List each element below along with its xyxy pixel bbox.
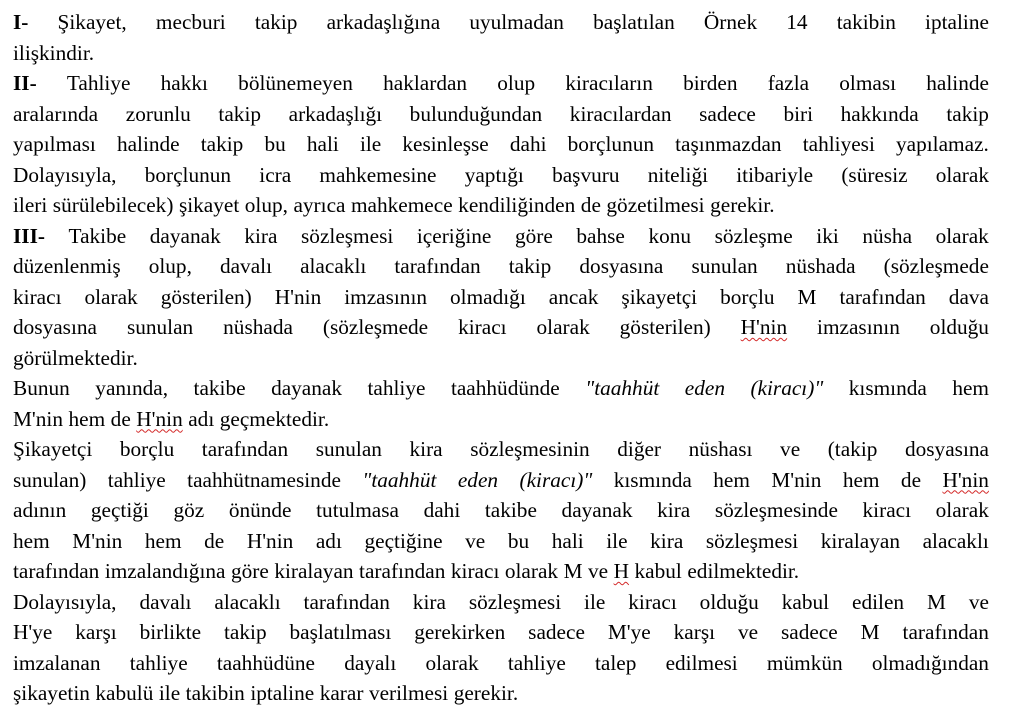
word: (takip [827, 437, 878, 461]
word: sadece [528, 620, 585, 644]
word: taahhüdünde [450, 376, 560, 400]
word: ile [359, 132, 382, 156]
word: şikayet [178, 193, 240, 217]
word: sözleşmesi [301, 223, 394, 248]
word: kiracı [458, 315, 507, 339]
text-line [13, 465, 989, 496]
word: olduğu [929, 315, 989, 339]
word: tahliyesi [802, 132, 875, 156]
word: diğer [617, 437, 662, 461]
word: davalı [139, 589, 192, 614]
word: gösterilen) [619, 315, 711, 339]
word: görülmektedir. [13, 345, 138, 370]
word: uyulmadan [469, 10, 564, 34]
word: olup, [244, 193, 288, 217]
word: M [926, 589, 946, 614]
word: borçlu [119, 437, 175, 461]
word: tahliye [107, 467, 166, 492]
word: geçmektedir. [219, 406, 330, 431]
word: geçtiğine [364, 528, 443, 553]
text-line [13, 312, 989, 343]
word: ve [737, 620, 759, 644]
word: başlatılan [593, 10, 675, 34]
word: ile [606, 528, 628, 553]
word: tarafından [201, 437, 289, 461]
text-line [13, 129, 989, 160]
word: gerekirken [414, 620, 506, 644]
word: olmadığı [450, 284, 526, 309]
word: kabulü [95, 681, 154, 705]
word: kiracı [628, 589, 677, 614]
word: iptaline [250, 681, 315, 705]
word: tarafından [839, 284, 926, 309]
word: tahliye [367, 376, 426, 400]
word: edilmesi [665, 650, 738, 675]
word: ileri [13, 193, 48, 217]
word: hem [144, 528, 182, 553]
section-marker: I- [13, 10, 29, 34]
word: ile [158, 681, 181, 705]
word: yanında, [95, 376, 169, 400]
word: takip [254, 10, 298, 34]
word: kiracı [13, 284, 62, 309]
word: alacaklı [922, 528, 989, 553]
word: dosyasına [904, 437, 989, 461]
word: olması [839, 71, 897, 95]
word: borçlu [720, 284, 775, 309]
word: sözleşme [714, 223, 793, 248]
word: hem [68, 406, 106, 431]
text-line [13, 404, 989, 435]
word: adı [188, 406, 215, 431]
word: dosyasına [13, 315, 97, 339]
word: kısmında [848, 376, 927, 400]
text-line [13, 251, 989, 282]
word: hali [306, 132, 339, 156]
word: kiracılardan [569, 101, 672, 126]
word: yaptığı [464, 162, 524, 187]
word: takibin [836, 10, 896, 34]
word: hem [13, 528, 50, 553]
spellcheck-flagged-word: H'nin [740, 315, 788, 339]
word: H'nin [274, 284, 322, 309]
word: başlatılması [289, 620, 392, 644]
word: dahi [423, 498, 461, 522]
word: kabul [781, 589, 830, 614]
word: taşınmazdan [675, 132, 782, 156]
word: kesinleşse [402, 132, 489, 156]
text-line [13, 434, 989, 465]
word: hakkı [160, 71, 208, 95]
word: de [204, 528, 225, 553]
text-line [13, 617, 989, 648]
word: takibin [185, 681, 245, 705]
word: eden [457, 467, 499, 492]
section-marker: II- [13, 71, 37, 95]
word: de [580, 193, 601, 217]
word: biri [783, 101, 814, 126]
word: olduğu [699, 589, 759, 614]
word: (kiracı)" [519, 467, 593, 492]
word: kiralayan [820, 528, 900, 553]
word: M [860, 620, 880, 644]
word: verilmesi [368, 681, 449, 705]
word: davalı [219, 254, 272, 278]
word: bahse [576, 223, 625, 248]
word: alacaklı [300, 254, 367, 278]
word: sunulan [691, 254, 758, 278]
word: sadece [781, 620, 838, 644]
word: takip [200, 132, 244, 156]
word: tahliye [129, 650, 188, 675]
text-line [13, 648, 989, 679]
word: kiracı [862, 498, 912, 522]
word: karşı [673, 620, 716, 644]
word: ve [968, 589, 989, 614]
word: tahliye [507, 650, 566, 675]
text-line [13, 373, 989, 404]
word: hem [713, 467, 750, 492]
word: kendiliğinden [458, 193, 576, 217]
word: sunulan [126, 315, 194, 339]
word: halinde [926, 71, 989, 95]
word: taahhüdüne [216, 650, 316, 675]
word: kira [657, 498, 691, 522]
text-line [13, 68, 989, 99]
word: takip [224, 620, 267, 644]
word: zorunlu [125, 101, 191, 126]
word: Örnek [703, 10, 758, 34]
word: bulunduğundan [409, 101, 543, 126]
word: borçlunun [144, 162, 232, 187]
text-line [13, 160, 989, 191]
word: dayanak [149, 223, 221, 248]
word: ancak [548, 284, 599, 309]
spellcheck-flagged-word: H [613, 559, 630, 583]
word: takibe [484, 498, 537, 522]
word: mahkemesine [319, 162, 437, 187]
word: konu [648, 223, 692, 248]
word: bu [264, 132, 286, 156]
word: başvuru [552, 162, 620, 187]
word: M'nin [771, 467, 822, 492]
word: karar [319, 681, 364, 705]
word: arkadaşlığına [326, 10, 441, 34]
word: Dolayısıyla, [13, 162, 117, 187]
legal-document-text [13, 7, 989, 709]
word: arkadaşlığı [288, 101, 383, 126]
word: tarafından [13, 559, 100, 583]
word: Takibe [68, 223, 127, 248]
word: göre [514, 223, 553, 248]
word: edilen [852, 589, 905, 614]
word: sözleşmesi [468, 589, 562, 614]
word: yapılamaz. [896, 132, 989, 156]
word: göre [230, 559, 269, 583]
spellcheck-flagged-word: H'nin [942, 467, 989, 492]
word: ve [588, 559, 609, 583]
word: hakkında [840, 101, 919, 126]
word: geçtiği [90, 498, 149, 522]
word: nüshası [688, 437, 753, 461]
word: takip [946, 101, 989, 126]
word: M'nin [13, 406, 63, 431]
word: ayrıca [293, 193, 346, 217]
word: nüsha [862, 223, 913, 248]
word: kira [244, 223, 278, 248]
word: 14 [786, 10, 808, 34]
word: nüshada [785, 254, 856, 278]
word: sözleşmesinin [470, 437, 590, 461]
word: eden [684, 376, 725, 400]
word: bölünemeyen [238, 71, 353, 95]
word: "taahhüt [585, 376, 660, 400]
word: kira [409, 437, 443, 461]
text-line [13, 38, 989, 69]
word: de [900, 467, 922, 492]
word: M [797, 284, 817, 309]
word: birlikte [139, 620, 202, 644]
text-line [13, 190, 989, 221]
word: olarak [425, 650, 479, 675]
word: sadece [699, 101, 756, 126]
text-line [13, 587, 989, 618]
word: (süresiz [841, 162, 908, 187]
word: talep [594, 650, 637, 675]
word: Dolayısıyla, [13, 589, 117, 614]
word: Şikayet, [57, 10, 127, 34]
word: H'ye [13, 620, 53, 644]
word: imzasının [817, 315, 900, 339]
word: niteliği [647, 162, 709, 187]
word: adının [13, 498, 67, 522]
word: mahkemece [350, 193, 453, 217]
word: borçlunun [567, 132, 655, 156]
word: dayanak [561, 498, 633, 522]
word: kiralayan [274, 559, 354, 583]
word: sözleşmesi [705, 528, 799, 553]
word: tarafından [902, 620, 989, 644]
word: olarak [504, 559, 559, 583]
word: hali [551, 528, 584, 553]
word: mümkün [766, 650, 843, 675]
word: olarak [84, 284, 138, 309]
word: göz [173, 498, 205, 522]
word: alacaklı [214, 589, 281, 614]
word: tarafından [394, 254, 481, 278]
word: kira [412, 589, 446, 614]
section-marker: III- [13, 223, 45, 248]
word: yapılması [13, 132, 96, 156]
word: (kiracı)" [750, 376, 824, 400]
word: sunulan) [13, 467, 87, 492]
word: kiracı [450, 559, 500, 583]
word: içeriğine [416, 223, 492, 248]
text-line [13, 343, 989, 374]
word: ve [465, 528, 486, 553]
spellcheck-flagged-word: H'nin [136, 406, 183, 431]
word: Şikayetçi [13, 437, 93, 461]
word: takip [508, 254, 552, 278]
word: dava [948, 284, 989, 309]
word: sürülebilecek) [52, 193, 174, 217]
word: olarak [935, 498, 989, 522]
word: adı [315, 528, 342, 553]
word: şikayetin [13, 681, 90, 705]
word: kabul [634, 559, 682, 583]
word: düzenlenmiş [13, 254, 121, 278]
word: gerekir. [710, 193, 775, 217]
word: "taahhüt [362, 467, 437, 492]
text-line [13, 678, 989, 709]
word: M [563, 559, 583, 583]
word: H'nin [246, 528, 294, 553]
word: iki [816, 223, 839, 248]
word: Tahliye [66, 71, 131, 95]
text-line [13, 495, 989, 526]
word: M'ye [607, 620, 651, 644]
word: M'nin [72, 528, 123, 553]
word: ilişkindir. [13, 40, 95, 65]
word: hem [842, 467, 880, 492]
word: olarak [935, 162, 989, 187]
word: gösterilen) [160, 284, 252, 309]
word: olup [497, 71, 536, 95]
text-line [13, 221, 989, 252]
word: (sözleşmede [883, 254, 989, 278]
word: aralarında [13, 101, 99, 126]
word: dayalı [344, 650, 397, 675]
word: fazla [767, 71, 810, 95]
word: taahhütnamesinde [187, 467, 341, 492]
word: mecburi [155, 10, 226, 34]
text-line [13, 556, 989, 587]
word: haklardan [383, 71, 468, 95]
word: sözleşmesinde [714, 498, 838, 522]
word: gerekir. [453, 681, 519, 705]
word: imzalandığına [104, 559, 226, 583]
word: hem [952, 376, 989, 400]
word: dosyasına [579, 254, 664, 278]
word: takip [218, 101, 262, 126]
word: olarak [536, 315, 590, 339]
word: takibe [193, 376, 246, 400]
word: iptaline [925, 10, 989, 34]
text-line [13, 526, 989, 557]
word: imzalanan [13, 650, 101, 675]
word: kiracıların [565, 71, 653, 95]
word: ile [584, 589, 606, 614]
word: önünde [228, 498, 292, 522]
word: dahi [509, 132, 547, 156]
word: icra [259, 162, 292, 187]
word: itibariyle [736, 162, 814, 187]
text-line [13, 99, 989, 130]
word: nüshada [223, 315, 293, 339]
word: birden [683, 71, 738, 95]
word: tutulmasa [316, 498, 399, 522]
word: de [110, 406, 131, 431]
word: bu [507, 528, 530, 553]
word: tarafından [303, 589, 390, 614]
word: kısmında [613, 467, 692, 492]
word: sunulan [315, 437, 382, 461]
word: ve [780, 437, 801, 461]
word: olarak [935, 223, 989, 248]
word: Bunun [13, 376, 70, 400]
word: olmadığından [871, 650, 989, 675]
text-line [13, 7, 989, 38]
word: kira [650, 528, 684, 553]
word: halinde [116, 132, 180, 156]
word: gözetilmesi [606, 193, 705, 217]
word: edilmektedir. [687, 559, 800, 583]
word: dayanak [271, 376, 343, 400]
word: (sözleşmede [322, 315, 429, 339]
text-line [13, 282, 989, 313]
word: tarafından [359, 559, 446, 583]
word: imzasının [344, 284, 428, 309]
word: olup, [148, 254, 192, 278]
word: şikayetçi [621, 284, 698, 309]
word: karşı [75, 620, 117, 644]
